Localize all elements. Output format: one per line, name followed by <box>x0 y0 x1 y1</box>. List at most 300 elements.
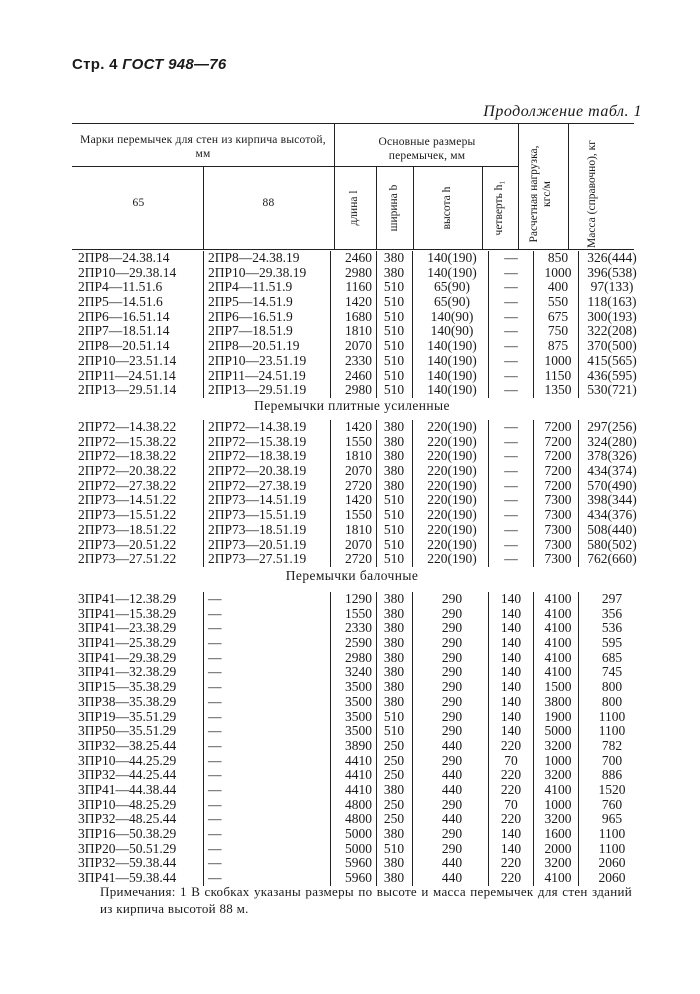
cell-b: 510 <box>383 382 405 398</box>
cell-mass: 434(374) <box>587 463 637 479</box>
cell-l: 5960 <box>345 855 372 871</box>
cell-mass: 536 <box>601 620 623 636</box>
cell-q: — <box>504 492 518 508</box>
cell-mass: 434(376) <box>587 507 637 523</box>
cell-l: 4800 <box>345 811 372 827</box>
cell-l: 2070 <box>345 338 372 354</box>
dims-subrule <box>334 166 518 167</box>
cell-mass: 2060 <box>598 870 626 886</box>
cell-l: 2720 <box>345 551 372 567</box>
cell-mass: 685 <box>601 649 623 665</box>
table-row <box>72 477 637 494</box>
cell-q: 140 <box>500 635 522 651</box>
page-number: Стр. 4 <box>72 56 118 73</box>
cell-mass: 1100 <box>598 840 626 856</box>
cell-h: 290 <box>441 840 463 856</box>
cell-m65: 3ПР10—44.25.29 <box>78 752 177 768</box>
cell-m65: 3ПР41—32.38.29 <box>78 664 177 680</box>
cell-m65: 3ПР32—48.25.44 <box>78 811 177 827</box>
cell-load: 4100 <box>544 620 572 636</box>
table-row <box>72 739 632 754</box>
cell-l: 1550 <box>345 605 372 621</box>
cell-load: 3200 <box>544 811 572 827</box>
cell-h: 220(190) <box>427 551 477 567</box>
cell-m65: 3ПР32—59.38.44 <box>78 855 177 871</box>
cell-mass: 782 <box>601 737 623 753</box>
cell-m88: — <box>208 796 222 812</box>
cell-q: — <box>504 433 518 449</box>
cell-q: 140 <box>500 693 522 709</box>
cell-m65: 2ПР8—24.38.14 <box>78 250 170 265</box>
quarter-header: четверть h₁ <box>493 180 505 236</box>
dims-caption: Основные размеры перемычек, мм <box>378 136 476 162</box>
cell-b: 250 <box>383 811 405 827</box>
cell-h: 290 <box>441 708 463 724</box>
cell-h: 140(190) <box>427 250 477 265</box>
cell-m88: — <box>208 826 222 841</box>
cell-b: 380 <box>383 463 405 479</box>
column-rule <box>376 420 377 567</box>
cell-m65: 2ПР73—27.51.22 <box>78 551 177 567</box>
column-rule <box>533 420 534 567</box>
table-row <box>72 636 632 651</box>
cell-q: 220 <box>500 781 522 797</box>
cell-b: 510 <box>383 536 405 552</box>
cell-m65: 2ПР4—11.51.6 <box>78 279 163 295</box>
cell-m88: — <box>208 781 222 797</box>
cell-q: 140 <box>500 679 522 695</box>
column-rule <box>533 251 534 398</box>
column-rule <box>330 592 331 886</box>
cell-m88: 2ПР72—18.38.19 <box>208 448 307 464</box>
cell-l: 5960 <box>345 870 372 886</box>
cell-load: 7300 <box>544 521 572 537</box>
cell-l: 2460 <box>345 367 372 383</box>
cell-b: 380 <box>383 855 405 871</box>
table-notes: Примечания: 1 В скобках указаны размеры по высоте и масса перемычек для стен зданий из кирпича высотой 88 м. <box>100 884 632 916</box>
header-top-rule <box>72 123 634 124</box>
cell-mass: 1100 <box>598 826 626 841</box>
cell-mass: 436(595) <box>587 367 637 383</box>
cell-m65: 2ПР10—23.51.14 <box>78 352 177 368</box>
cell-load: 750 <box>547 323 569 339</box>
cell-m65: 2ПР72—18.38.22 <box>78 448 177 464</box>
cell-load: 7200 <box>544 463 572 479</box>
cell-m65: 3ПР50—35.51.29 <box>78 723 177 739</box>
column-rule <box>376 251 377 398</box>
cell-h: 290 <box>441 693 463 709</box>
table-row <box>72 783 632 798</box>
cell-h: 140(190) <box>427 338 477 354</box>
cell-b: 380 <box>383 664 405 680</box>
cell-q: — <box>504 279 518 295</box>
cell-l: 1810 <box>345 323 372 339</box>
cell-load: 3200 <box>544 855 572 871</box>
cell-load: 2000 <box>544 840 572 856</box>
cell-h: 440 <box>441 737 463 753</box>
cell-q: — <box>504 367 518 383</box>
cell-mass: 965 <box>601 811 623 827</box>
cell-b: 510 <box>383 708 405 724</box>
cell-m65: 2ПР73—15.51.22 <box>78 507 177 523</box>
cell-q: 140 <box>500 826 522 841</box>
cell-q: 220 <box>500 737 522 753</box>
cell-l: 2330 <box>345 620 372 636</box>
height-header: высота h <box>441 186 453 230</box>
cell-b: 380 <box>383 419 405 434</box>
cell-b: 510 <box>383 521 405 537</box>
cell-m88: — <box>208 679 222 695</box>
cell-l: 3500 <box>345 679 372 695</box>
cell-m88: 2ПР73—14.51.19 <box>208 492 307 508</box>
cell-h: 140(190) <box>427 352 477 368</box>
cell-h: 440 <box>441 811 463 827</box>
cell-b: 380 <box>383 477 405 493</box>
cell-b: 380 <box>383 591 405 606</box>
cell-b: 380 <box>383 635 405 651</box>
cell-h: 290 <box>441 723 463 739</box>
cell-q: — <box>504 521 518 537</box>
cell-load: 1500 <box>544 679 572 695</box>
cell-q: 140 <box>500 620 522 636</box>
cell-m65: 2ПР6—16.51.14 <box>78 308 170 324</box>
cell-m88: 2ПР4—11.51.9 <box>208 279 293 295</box>
cell-h: 440 <box>441 767 463 783</box>
cell-m88: 2ПР73—27.51.19 <box>208 551 307 567</box>
cell-m88: — <box>208 752 222 768</box>
cell-l: 2590 <box>345 635 372 651</box>
cell-mass: 297 <box>601 591 623 606</box>
table-row <box>72 536 637 553</box>
cell-m65: 3ПР32—38.25.44 <box>78 737 177 753</box>
cell-l: 2070 <box>345 536 372 552</box>
cell-l: 5000 <box>345 840 372 856</box>
cell-b: 250 <box>383 752 405 768</box>
cell-load: 4100 <box>544 781 572 797</box>
cell-load: 7300 <box>544 536 572 552</box>
cell-mass: 580(502) <box>587 536 637 552</box>
cell-l: 1550 <box>345 433 372 449</box>
cell-h: 220(190) <box>427 492 477 508</box>
cell-load: 7200 <box>544 419 572 434</box>
cell-m65: 2ПР73—14.51.22 <box>78 492 177 508</box>
brands-caption: Марки перемычек для стен из кирпича высотой, мм <box>80 134 326 160</box>
cell-mass: 356 <box>601 605 623 621</box>
section-title-beam: Перемычки балочные <box>285 568 419 583</box>
cell-load: 675 <box>547 308 569 324</box>
column-rule <box>488 251 489 398</box>
cell-mass: 97(133) <box>590 279 634 295</box>
cell-mass: 398(344) <box>587 492 637 508</box>
table-continuation-label: Продолжение табл. 1 <box>483 103 642 120</box>
cell-q: — <box>504 463 518 479</box>
table-row <box>72 338 637 354</box>
cell-b: 510 <box>383 279 405 295</box>
cell-q: 220 <box>500 870 522 886</box>
cell-h: 140(190) <box>427 264 477 280</box>
table-row <box>72 621 632 636</box>
table-row <box>72 798 632 813</box>
cell-q: — <box>504 338 518 354</box>
cell-m88: 2ПР72—14.38.19 <box>208 419 307 434</box>
cell-m88: — <box>208 635 222 651</box>
cell-q: — <box>504 507 518 523</box>
table-row <box>72 308 637 325</box>
cell-b: 510 <box>383 492 405 508</box>
table-row <box>72 521 637 538</box>
cell-m88: — <box>208 620 222 636</box>
cell-b: 380 <box>383 448 405 464</box>
cell-m88: 2ПР10—23.51.19 <box>208 352 307 368</box>
table-row <box>72 280 632 295</box>
cell-mass: 508(440) <box>587 521 637 537</box>
cell-m65: 2ПР72—20.38.22 <box>78 463 177 479</box>
cell-b: 380 <box>383 781 405 797</box>
cell-l: 1810 <box>345 448 372 464</box>
cell-q: 220 <box>500 855 522 871</box>
cell-h: 140(90) <box>430 323 474 339</box>
table-row <box>72 710 632 725</box>
cell-m65: 2ПР72—14.38.22 <box>78 419 177 434</box>
column-rule <box>412 420 413 567</box>
cell-load: 7300 <box>544 507 572 523</box>
cell-m88: — <box>208 870 222 886</box>
cell-mass: 415(565) <box>587 352 637 368</box>
cell-b: 380 <box>383 605 405 621</box>
cell-m88: 2ПР13—29.51.19 <box>208 382 307 398</box>
cell-l: 3890 <box>345 737 372 753</box>
brick-height-65: 65 <box>132 197 145 209</box>
cell-m65: 3ПР16—50.38.29 <box>78 826 177 841</box>
cell-h: 140(190) <box>427 382 477 398</box>
cell-h: 290 <box>441 752 463 768</box>
cell-m65: 3ПР32—44.25.44 <box>78 767 177 783</box>
cell-mass: 530(721) <box>587 382 637 398</box>
cell-m88: 2ПР8—20.51.19 <box>208 338 300 354</box>
table-row <box>72 463 637 479</box>
cell-h: 220(190) <box>427 419 477 434</box>
cell-m65: 3ПР41—23.38.29 <box>78 620 177 636</box>
cell-m65: 2ПР72—15.38.22 <box>78 433 177 449</box>
width-header: ширина b <box>388 184 400 232</box>
cell-q: 140 <box>500 591 522 606</box>
cell-mass: 595 <box>601 635 623 651</box>
cell-h: 290 <box>441 635 463 651</box>
cell-b: 380 <box>383 649 405 665</box>
cell-m88: 2ПР73—20.51.19 <box>208 536 307 552</box>
header-divider-width <box>413 166 414 249</box>
table-row <box>72 382 637 398</box>
column-rule <box>203 592 204 886</box>
cell-h: 290 <box>441 679 463 695</box>
cell-b: 510 <box>383 323 405 339</box>
cell-m65: 3ПР10—48.25.29 <box>78 796 177 812</box>
cell-load: 1150 <box>544 367 572 383</box>
cell-load: 3800 <box>544 693 572 709</box>
cell-m88: — <box>208 664 222 680</box>
cell-m65: 2ПР10—29.38.14 <box>78 264 177 280</box>
table-row <box>72 352 637 369</box>
cell-h: 220(190) <box>427 536 477 552</box>
table-row <box>72 827 632 842</box>
cell-mass: 800 <box>601 679 623 695</box>
cell-load: 7200 <box>544 433 572 449</box>
cell-m88: 2ПР5—14.51.9 <box>208 294 293 310</box>
column-rule <box>578 420 579 567</box>
cell-l: 2980 <box>345 649 372 665</box>
cell-mass: 378(326) <box>587 448 637 464</box>
cell-m65: 3ПР41—12.38.29 <box>78 591 177 606</box>
cell-h: 220(190) <box>427 448 477 464</box>
cell-m65: 3ПР41—29.38.29 <box>78 649 177 665</box>
table-row <box>72 433 637 450</box>
cell-load: 1000 <box>544 352 572 368</box>
cell-b: 510 <box>383 723 405 739</box>
cell-load: 4100 <box>544 605 572 621</box>
cell-mass: 370(500) <box>587 338 637 354</box>
cell-load: 550 <box>547 294 569 310</box>
column-rule <box>330 420 331 567</box>
cell-h: 440 <box>441 781 463 797</box>
cell-load: 1600 <box>544 826 572 841</box>
cell-b: 380 <box>383 679 405 695</box>
length-header: длина l <box>348 190 360 226</box>
header-divider-length <box>376 166 377 249</box>
cell-m88: 2ПР72—20.38.19 <box>208 463 307 479</box>
cell-l: 2330 <box>345 352 372 368</box>
cell-b: 510 <box>383 367 405 383</box>
table-group-plate <box>72 250 637 398</box>
cell-q: 140 <box>500 664 522 680</box>
cell-l: 2720 <box>345 477 372 493</box>
cell-load: 4100 <box>544 635 572 651</box>
cell-m65: 3ПР20—50.51.29 <box>78 840 177 856</box>
cell-m88: — <box>208 767 222 783</box>
cell-b: 380 <box>383 250 405 265</box>
header-divider-dims <box>334 123 335 249</box>
column-rule <box>412 251 413 398</box>
cell-q: — <box>504 294 518 310</box>
cell-q: 140 <box>500 840 522 856</box>
cell-h: 220(190) <box>427 477 477 493</box>
cell-h: 290 <box>441 664 463 680</box>
cell-mass: 886 <box>601 767 623 783</box>
cell-m88: 2ПР73—15.51.19 <box>208 507 307 523</box>
table-row <box>72 448 637 464</box>
cell-q: 140 <box>500 723 522 739</box>
column-rule <box>533 592 534 886</box>
cell-m88: 2ПР6—16.51.9 <box>208 308 293 324</box>
cell-h: 220(190) <box>427 521 477 537</box>
cell-l: 1680 <box>345 308 372 324</box>
table-row <box>72 665 632 680</box>
table-row <box>72 592 632 607</box>
cell-load: 3200 <box>544 767 572 783</box>
column-rule <box>578 592 579 886</box>
cell-q: — <box>504 323 518 339</box>
cell-q: 70 <box>504 752 518 768</box>
table-group-reinforced <box>72 419 637 567</box>
cell-b: 380 <box>383 826 405 841</box>
table-row <box>72 250 637 266</box>
cell-m65: 2ПР73—18.51.22 <box>78 521 177 537</box>
cell-m88: 2ПР72—27.38.19 <box>208 477 307 493</box>
cell-mass: 570(490) <box>587 477 637 493</box>
cell-load: 1350 <box>544 382 572 398</box>
cell-m88: — <box>208 605 222 621</box>
cell-h: 290 <box>441 796 463 812</box>
standard-number: ГОСТ 948—76 <box>122 56 227 73</box>
table-row <box>72 695 632 710</box>
cell-m88: 2ПР73—18.51.19 <box>208 521 307 537</box>
cell-load: 400 <box>547 279 569 295</box>
cell-load: 1000 <box>544 264 572 280</box>
cell-l: 1550 <box>345 507 372 523</box>
cell-mass: 762(660) <box>587 551 637 567</box>
table-row <box>72 856 632 871</box>
cell-l: 3500 <box>345 693 372 709</box>
cell-m65: 2ПР11—24.51.14 <box>78 367 176 383</box>
cell-m65: 3ПР38—35.38.29 <box>78 693 177 709</box>
cell-mass: 326(444) <box>587 250 637 265</box>
header-divider-load <box>518 123 519 249</box>
table-row <box>72 323 637 339</box>
cell-l: 3500 <box>345 723 372 739</box>
cell-m88: — <box>208 840 222 856</box>
table-row <box>72 507 637 523</box>
column-rule <box>412 592 413 886</box>
cell-l: 1420 <box>345 294 372 310</box>
cell-m65: 2ПР72—27.38.22 <box>78 477 177 493</box>
cell-load: 7300 <box>544 551 572 567</box>
mass-header: Масса (справочно), кг <box>586 140 598 248</box>
cell-mass: 1100 <box>598 723 626 739</box>
table-row <box>72 724 632 739</box>
cell-load: 1000 <box>544 752 572 768</box>
cell-h: 220(190) <box>427 463 477 479</box>
cell-q: 140 <box>500 605 522 621</box>
cell-mass: 297(256) <box>587 419 637 434</box>
cell-h: 290 <box>441 826 463 841</box>
cell-q: — <box>504 308 518 324</box>
cell-mass: 300(193) <box>587 308 637 324</box>
section-title-reinforced: Перемычки плитные усиленные <box>254 398 450 413</box>
cell-mass: 2060 <box>598 855 626 871</box>
column-rule <box>488 420 489 567</box>
cell-l: 2070 <box>345 463 372 479</box>
cell-m65: 3ПР19—35.51.29 <box>78 708 177 724</box>
cell-l: 3500 <box>345 708 372 724</box>
cell-q: — <box>504 264 518 280</box>
cell-q: 220 <box>500 767 522 783</box>
cell-q: 70 <box>504 796 518 812</box>
cell-h: 440 <box>441 855 463 871</box>
cell-m88: 2ПР72—15.38.19 <box>208 433 307 449</box>
cell-mass: 1520 <box>598 781 626 797</box>
cell-mass: 760 <box>601 796 623 812</box>
cell-q: — <box>504 352 518 368</box>
cell-m88: — <box>208 708 222 724</box>
cell-l: 4800 <box>345 796 372 812</box>
table-row <box>72 294 637 310</box>
cell-m88: 2ПР11—24.51.19 <box>208 367 306 383</box>
cell-l: 2980 <box>345 264 372 280</box>
cell-b: 380 <box>383 620 405 636</box>
cell-q: — <box>504 250 518 265</box>
cell-m65: 2ПР7—18.51.14 <box>78 323 170 339</box>
cell-b: 510 <box>383 294 405 310</box>
cell-m88: — <box>208 649 222 665</box>
